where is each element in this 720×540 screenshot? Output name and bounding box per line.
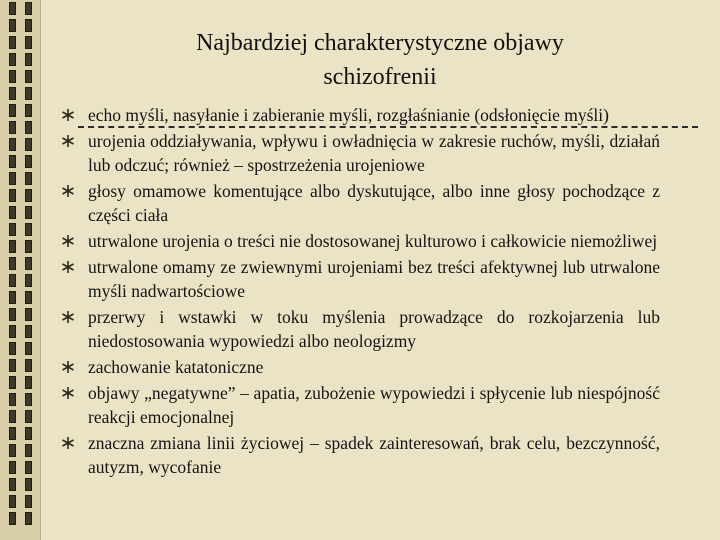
strip-column-left [6,0,18,540]
strip-cell [25,19,32,32]
bullet-item [60,255,660,303]
bullet-text: głosy omamowe komentujące albo dyskutujące, albo inne głosy pochodzące z części ciała [88,181,660,225]
strip-cell [25,359,32,372]
strip-cell [9,291,16,304]
bullet-item [60,129,660,177]
strip-cell [25,223,32,236]
bullet-text: objawy „negatywne” – apatia, zubożenie wypowiedzi i spłycenie lub niespójność reakcji emocjonalnej [88,383,660,427]
asterisk-icon [61,184,75,198]
strip-cell [9,512,16,525]
strip-cell [9,308,16,321]
bullet-text: znaczna zmiana linii życiowej – spadek zainteresowań, brak celu, bezczynność, autyzm, wycofanie [88,433,660,477]
strip-cell [9,240,16,253]
strip-cell [25,495,32,508]
strip-cell [25,342,32,355]
strip-cell [9,393,16,406]
asterisk-icon [61,310,75,324]
bullet-item [60,355,660,379]
strip-cell [9,325,16,338]
strip-cell [25,410,32,423]
asterisk-icon [61,234,75,248]
strip-cell [25,104,32,117]
asterisk-icon [61,108,75,122]
slide-title-line-2: schizofrenii [323,64,437,90]
asterisk-icon [61,260,75,274]
strip-cell [25,444,32,457]
strip-cell [25,2,32,15]
strip-cell [25,427,32,440]
bullet-item [60,305,660,353]
strip-cell [25,461,32,474]
strip-cell [9,274,16,287]
strip-cell [9,342,16,355]
strip-cell [9,478,16,491]
strip-cell [25,155,32,168]
bullet-item [60,179,660,227]
strip-cell [9,495,16,508]
strip-cell [25,478,32,491]
strip-cell [9,121,16,134]
strip-cell [9,87,16,100]
bullet-item [60,431,660,479]
strip-cell [25,325,32,338]
strip-cell [25,376,32,389]
strip-cell [25,121,32,134]
bullet-text: utrwalone omamy ze zwiewnymi urojeniami bez treści afektywnej lub utrwalone myśli nadwartościowe [88,257,660,301]
strip-cell [9,70,16,83]
strip-cell [25,393,32,406]
strip-cell [25,308,32,321]
strip-cell [25,36,32,49]
strip-cell [25,87,32,100]
strip-cell [25,189,32,202]
slide-title-line-1: Najbardziej charakterystyczne objawy [196,30,564,56]
asterisk-icon [61,360,75,374]
bullet-item [60,103,660,127]
asterisk-icon [61,386,75,400]
asterisk-icon [61,436,75,450]
bullet-item [60,229,660,253]
strip-cell [9,189,16,202]
strip-cell [9,257,16,270]
strip-cell [9,172,16,185]
strip-cell [9,461,16,474]
strip-cell [25,257,32,270]
strip-cell [9,427,16,440]
strip-cell [25,274,32,287]
strip-cell [9,410,16,423]
strip-cell [25,53,32,66]
strip-cell [9,2,16,15]
strip-cell [9,53,16,66]
strip-cell [9,223,16,236]
asterisk-icon [61,134,75,148]
strip-cell [25,291,32,304]
strip-cell [9,138,16,151]
strip-cell [25,172,32,185]
strip-cell [9,444,16,457]
strip-cell [9,376,16,389]
strip-cell [9,104,16,117]
strip-cell [9,19,16,32]
strip-column-right [22,0,34,540]
bullet-text: przerwy i wstawki w toku myślenia prowadzące do rozkojarzenia lub niedostosowania wypowiedzi albo neologizmy [88,307,660,351]
slide-title [60,26,700,94]
strip-cell [9,359,16,372]
bullet-text: utrwalone urojenia o treści nie dostosowanej kulturowo i całkowicie niemożliwej [88,231,658,251]
bullet-text: urojenia oddziaływania, wpływu i owładnięcia w zakresie ruchów, myśli, działań lub odczuć; również – spostrzeżenia urojeniowe [88,131,660,175]
bullet-text: echo myśli, nasyłanie i zabieranie myśli, rozgłaśnianie (odsłonięcie myśli) [88,105,609,125]
strip-cell [9,206,16,219]
strip-cell [25,206,32,219]
bullet-text: zachowanie katatoniczne [88,357,264,377]
strip-cell [9,36,16,49]
bullet-list [60,103,660,481]
strip-cell [25,512,32,525]
strip-cell [9,155,16,168]
strip-cell [25,138,32,151]
decorative-film-strip [0,0,41,540]
bullet-item [60,381,660,429]
strip-cell [25,240,32,253]
strip-cell [25,70,32,83]
